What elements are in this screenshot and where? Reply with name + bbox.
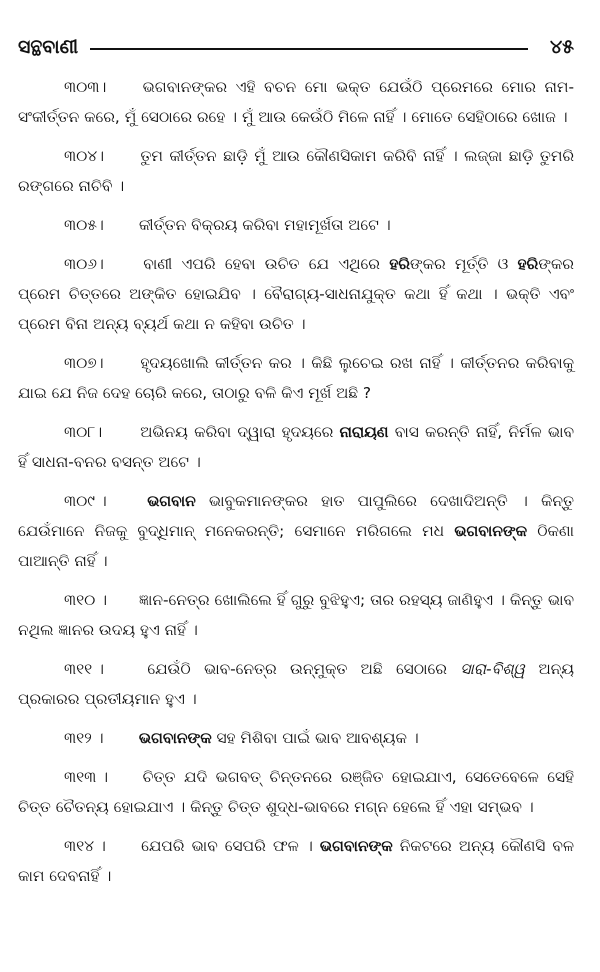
entry-text-italic: ସାରା-ବିଶ୍ୱ bbox=[460, 660, 526, 678]
entry-text: ଠିକଣା ପାଆନ୍ତି ନାହିଁ । bbox=[18, 522, 574, 570]
entry-text: ବାଣୀ ଏପରି ହେବା ଉଚିତ ଯେ ଏଥିରେ bbox=[143, 255, 390, 273]
entry-paragraph bbox=[18, 585, 574, 645]
entry-number: ୩୦୪। bbox=[64, 147, 105, 165]
entry-text-bold: ନାରାୟଣ bbox=[339, 423, 389, 441]
header-rule bbox=[90, 48, 528, 50]
entry-text: ଯେଉଁଠି ଭାବ-ନେତ୍ର ଉନ୍ମୁକ୍ତ ଅଛି ସେଠାରେ bbox=[147, 660, 461, 678]
entry-text: ଙ୍କର ମୂର୍ତ୍ତି ଓ bbox=[409, 255, 518, 273]
entry-text-bold: ଭଗବାନଙ୍କ bbox=[319, 837, 393, 855]
entry-paragraph bbox=[18, 249, 574, 339]
entry-number: ୩୧୨ । bbox=[64, 729, 104, 747]
entry-paragraph bbox=[18, 348, 574, 408]
entry-text: ଜ୍ଞାନ-ନେତ୍ର ଖୋଲିଲେ ହିଁ ଗୁରୁ ବୁଝିହୁଏ; ତାର ରହସ୍ୟ ଜାଣିହୁଏ । କିନ୍ତୁ ଭାବ ନଥିଲ ଜ୍ଞାନର ଉଦୟ ହୁଏ ନାହିଁ । bbox=[18, 591, 574, 639]
page-header bbox=[18, 30, 574, 64]
entry-number: ୩୦୭। bbox=[64, 354, 104, 372]
entry-number: ୩୧୩ । bbox=[64, 768, 109, 786]
entry-number: ୩୦୯ । bbox=[64, 492, 107, 510]
entry-paragraph bbox=[18, 210, 574, 240]
entry-number: ୩୧୪ । bbox=[64, 837, 106, 855]
entry-paragraph bbox=[18, 762, 574, 822]
entry-paragraph bbox=[18, 723, 574, 753]
entry-number: ୩୦୩। bbox=[64, 78, 107, 96]
entry-paragraph bbox=[18, 417, 574, 477]
entry-text: ସହ ମିଶିବା ପାଇଁ ଭାବ ଆବଶ୍ୟକ । bbox=[211, 729, 419, 747]
entry-paragraph bbox=[18, 654, 574, 714]
entry-text: ନିକଟରେ ଅନ୍ୟ କୌଣସି ବଳ କାମ ଦେବନାହିଁ । bbox=[18, 837, 574, 885]
page-number: ୪୫ bbox=[549, 36, 574, 58]
entry-text: କୀର୍ତ୍ତନ ବିକ୍ରୟ କରିବା ମହାମୂର୍ଖତା ଅଟେ । bbox=[138, 216, 391, 234]
running-title: ସନ୍ଥବାଣୀ bbox=[18, 36, 79, 58]
entry-number: ୩୧୦ । bbox=[64, 591, 108, 609]
entry-text: ଙ୍କର ପ୍ରେମ ଚିତ୍ତରେ ଅଙ୍କିତ ହୋଇଯିବ । ବୈରାଗ୍ୟ-ସାଧନାଯୁକ୍ତ କଥା ହିଁ କଥା । ଭକ୍ତି ଏବଂ ପ୍ରେମ ବିନା ଅନ୍ୟ ବ୍ୟର୍ଥ କଥା ନ କହିବା ଉଚିତ । bbox=[18, 255, 574, 333]
entry-paragraph bbox=[18, 72, 574, 132]
entry-text-bold: ହରି bbox=[389, 255, 410, 273]
entry-text: ଯେପରି ଭାବ ସେପରି ଫଳ । bbox=[141, 837, 320, 855]
entry-number: ୩୦୮। bbox=[64, 423, 103, 441]
entry-text: ଅଭିନୟ କରିବା ଦ୍ୱାରା ହୃଦୟରେ bbox=[140, 423, 340, 441]
entry-text: ବାସ କରନ୍ତି ନାହିଁ, ନିର୍ମଳ ଭାବ ହିଁ ସାଧନା-ବନର ବସନ୍ତ ଅଟେ । bbox=[18, 423, 574, 471]
entry-text-bold: ଭଗବାନ bbox=[147, 492, 196, 510]
entry-text-bold: ଭଗବାନଙ୍କ bbox=[138, 729, 212, 747]
entry-paragraph bbox=[18, 831, 574, 891]
entry-paragraph bbox=[18, 486, 574, 576]
entry-paragraph bbox=[18, 141, 574, 201]
entry-number: ୩୦୫। bbox=[64, 216, 104, 234]
entry-text: ଭାବୁକମାନଙ୍କର ହାତ ପାପୁଲିରେ ଦେଖାଦିଅନ୍ତି । କିନ୍ତୁ ଯେଉଁମାନେ ନିଜକୁ ବୁଦ୍ଧିମାନ୍ ମନେକରନ୍ତି; ସେମାନେ ମରିଗଲେ ମଧ bbox=[18, 492, 574, 540]
entry-text-bold: ଭଗବାନଙ୍କ bbox=[454, 522, 527, 540]
entry-text-bold: ହରି bbox=[517, 255, 539, 273]
entry-text: ହୃଦୟଖୋଲି କୀର୍ତ୍ତନ କର । କିଛି ଲୁଚେଇ ରଖ ନାହିଁ । କୀର୍ତ୍ତନର କରିବାକୁ ଯାଇ ଯେ ନିଜ ଦେହ ଚୋରି କରେ, ତାଠାରୁ ବଳି କିଏ ମୂର୍ଖ ଅଛି ? bbox=[18, 354, 574, 402]
entry-text: ଚିତ୍ତ ଯଦି ଭଗବତ୍ ଚିନ୍ତନରେ ରଞ୍ଜିତ ହୋଇଯାଏ, ସେତେବେଳେ ସେହି ଚିତ୍ତ ଚୈତନ୍ୟ ହୋଇଯାଏ । କିନ୍ତୁ ଚିତ୍ତ ଶୁଦ୍ଧ-ଭାବରେ ମଗ୍ନ ହେଲେ ହିଁ ଏହା ସମ୍ଭବ । bbox=[18, 768, 574, 816]
entry-text: ଭଗବାନଙ୍କର ଏହି ବଚନ ମୋ ଭକ୍ତ ଯେଉଁଠି ପ୍ରେମରେ ମୋର ନାମ-ସଂକୀର୍ତ୍ତନ କରେ, ମୁଁ ସେଠାରେ ରହେ । ମୁଁ ଆଉ କେଉଁଠି ମିଳେ ନାହିଁ । ମୋତେ ସେହିଠାରେ ଖୋଜ । bbox=[18, 78, 574, 126]
entry-text: ତୁମ କୀର୍ତ୍ତନ ଛାଡ଼ି ମୁଁ ଆଉ କୌଣସିକାମ କରିବି ନାହିଁ । ଲଜ୍ଜା ଛାଡ଼ି ତୁମରି ରଙ୍ଗରେ ନାଚିବି । bbox=[18, 147, 574, 195]
entry-text: ଅନ୍ୟ ପ୍ରକାରର ପ୍ରତୀୟମାନ ହୁଏ । bbox=[18, 660, 574, 708]
entry-list bbox=[18, 72, 574, 891]
entry-number: ୩୧୧ । bbox=[64, 660, 104, 678]
entry-number: ୩୦୬। bbox=[64, 255, 104, 273]
